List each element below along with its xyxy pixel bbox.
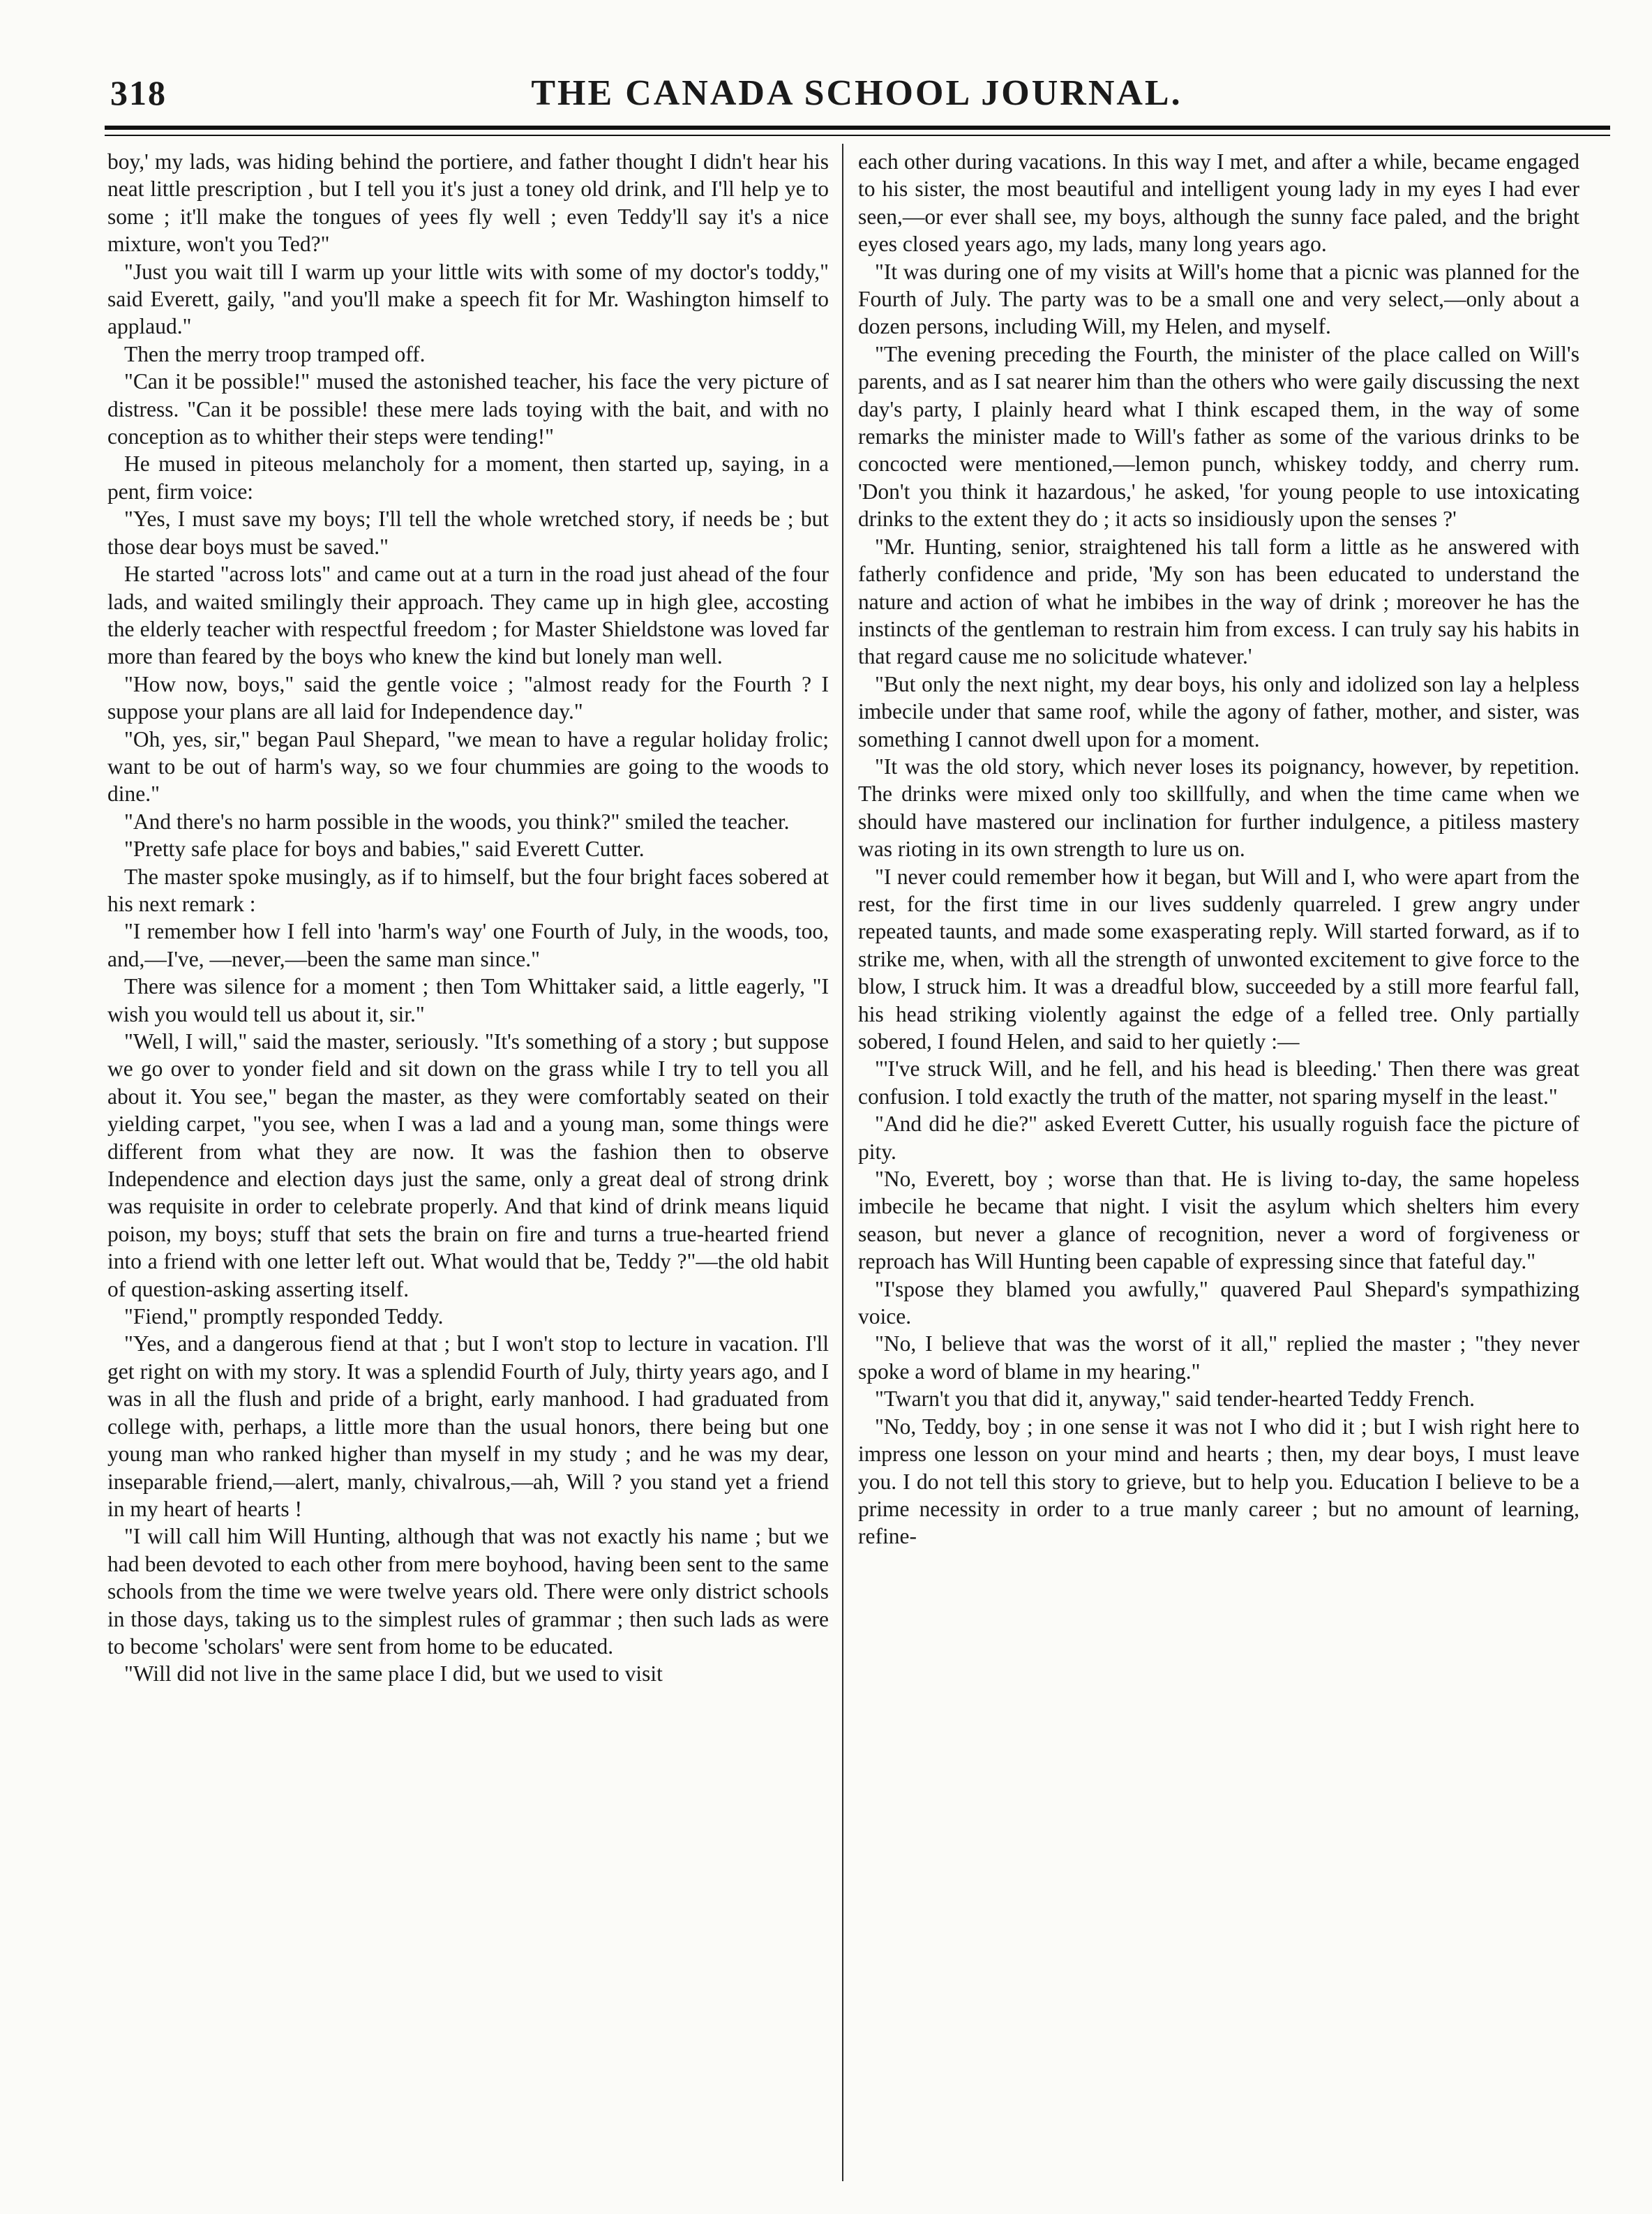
paragraph: "Fiend," promptly responded Teddy.	[124, 1304, 444, 1329]
paragraph: He started "across lots" and came out at a turn in the road just ahead of the four lads, and waited smilingly their approach. They came up in high glee, accosting the elderly teacher with respectful freedom ; for Master Shieldstone was loved far more than feared by the boys who knew the kind but lonely man well.	[107, 562, 829, 669]
paragraph: boy,' my lads, was hiding behind the portiere, and father thought I didn't hear his neat little prescription , but I tell you it's just a toney old drink, and I'll help ye to some ; it'll make the tongues of yees fly well ; even Teddy'll say it's a nice mixture, won't you Ted?"	[107, 149, 829, 257]
paragraph: each other during vacations. In this way I met, and after a while, became engaged to his sister, the most beautiful and intelligent young lady in my eyes I had ever seen,—or ever shall see, my boys, although the sunny face paled, and the bright eyes closed years ago, my lads, many long years ago.	[858, 149, 1579, 257]
paragraph: "Twarn't you that did it, anyway," said tender-hearted Teddy French.	[875, 1386, 1475, 1412]
paragraph: "No, I believe that was the worst of it all," replied the master ; "they never spoke a word of blame in my hearing."	[858, 1331, 1579, 1384]
paragraph: "How now, boys," said the gentle voice ; "almost ready for the Fourth ? I suppose your plans are all laid for Independence day."	[107, 671, 829, 724]
paragraph: "Can it be possible!" mused the astonished teacher, his face the very picture of distress. "Can it be possible! these mere lads toying with the bait, and with no conception as to whither their steps were tending!"	[107, 369, 829, 449]
page-header	[110, 67, 1603, 123]
paragraph: "I remember how I fell into 'harm's way' one Fourth of July, in the woods, too, and,—I've, —never,—been the same man since."	[107, 919, 829, 971]
left-column	[107, 148, 829, 2171]
header-rule-thin	[105, 135, 1610, 136]
paragraph: "Mr. Hunting, senior, straightened his tall form a little as he answered with fatherly confidence and pride, 'My son has been educated to understand the nature and action of what he imbibes in the way of drink ; moreover he has the instincts of the gentleman to restrain him from excess. I can truly say his habits in that regard cause me no solicitude whatever.'	[858, 534, 1579, 669]
paragraph: "I will call him Will Hunting, although that was not exactly his name ; but we had been devoted to each other from mere boyhood, having been sent to the same schools from the time we were twelve years old. There were only district schools in those days, taking us to the simplest rules of grammar ; then such lads as were to become 'scholars' were sent from home to be educated.	[107, 1524, 829, 1659]
page-number: 318	[110, 73, 167, 112]
paragraph: "It was during one of my visits at Will's home that a picnic was planned for the Fourth of July. The party was to be a small one and very select,—only about a dozen persons, including Will, my Helen, and myself.	[858, 259, 1579, 339]
paragraph: "'I've struck Will, and he fell, and his head is bleeding.' Then there was great confusion. I told exactly the truth of the matter, not sparing myself in the least."	[858, 1056, 1579, 1109]
paragraph: Then the merry troop tramped off.	[124, 341, 426, 366]
paragraph: "Yes, and a dangerous fiend at that ; but I won't stop to lecture in vacation. I'll get right on with my story. It was a splendid Fourth of July, thirty years ago, and I was in all the flush and pride of a bright, early manhood. I had graduated from college with, perhaps, a little more than the usual honors, there being but one young man who ranked higher than myself in my study ; and he was my dear, inseparable friend,—alert, manly, chivalrous,—ah, Will ? you stand yet a friend in my heart of hearts !	[107, 1331, 829, 1521]
paragraph: "And did he die?" asked Everett Cutter, his usually roguish face the picture of pity.	[858, 1112, 1579, 1164]
paragraph: "Well, I will," said the master, seriously. "It's something of a story ; but suppose we go over to yonder field and sit down on the grass while I try to tell you all about it. You see," began the master, as they were comfortably seated on their yielding carpet, "you see, when I was a lad and a young man, some things were different from what they are now. It was the fashion then to observe Independence and election days just the same, only a great deal of strong drink was requisite in order to celebrate properly. And that kind of drink means liquid poison, my boys; stuff that sets the brain on fire and turns a true-hearted friend into a friend with one letter left out. What would that be, Teddy ?"—the old habit of question-asking asserting itself.	[107, 1029, 829, 1301]
journal-title: THE CANADA SCHOOL JOURNAL.	[531, 73, 1182, 113]
paragraph: "Just you wait till I warm up your little wits with some of my doctor's toddy," said Everett, gaily, "and you'll make a speech fit for Mr. Washington himself to applaud."	[107, 259, 829, 339]
paragraph: There was silence for a moment ; then Tom Whittaker said, a little eagerly, "I wish you would tell us about it, sir."	[107, 974, 829, 1026]
paragraph: "Yes, I must save my boys; I'll tell the whole wretched story, if needs be ; but those dear boys must be saved."	[107, 507, 829, 559]
header-rule-thick	[105, 126, 1610, 130]
paragraph: "It was the old story, which never loses its poignancy, however, by repetition. The drinks were mixed only too skillfully, and when the time came when we should have mastered our inclination for further indulgence, a pitiless mastery was rioting in its own strength to lure us on.	[858, 754, 1579, 862]
paragraph: "Will did not live in the same place I did, but we used to visit	[124, 1661, 663, 1686]
paragraph: "Oh, yes, sir," began Paul Shepard, "we mean to have a regular holiday frolic; want to be out of harm's way, so we four chummies are going to the woods to dine."	[107, 726, 829, 807]
paragraph: "And there's no harm possible in the woods, you think?" smiled the teacher.	[124, 809, 790, 834]
paragraph: "The evening preceding the Fourth, the minister of the place called on Will's parents, and as I sat nearer him than the others who were gaily discussing the next day's party, I plainly heard what I think escaped them, in the way of some remarks the minister made to Will's father as some of the various drinks to be concocted were mentioned,—lemon punch, whiskey toddy, and cherry rum. 'Don't you think it hazardous,' he asked, 'for young people to use intoxicating drinks to the extent they do ; it acts so insidiously upon the senses ?'	[858, 341, 1579, 532]
paragraph: "Pretty safe place for boys and babies," said Everett Cutter.	[124, 837, 645, 862]
column-divider	[842, 144, 843, 2181]
paragraph: "No, Teddy, boy ; in one sense it was not I who did it ; but I wish right here to impress one lesson on your mind and hearts ; then, my dear boys, I must leave you. I do not tell this story to grieve, but to help you. Education I believe to be a prime necessity in order to a true manly career ; but no amount of learning, refine-	[858, 1414, 1579, 1549]
paragraph: "No, Everett, boy ; worse than that. He is living to-day, the same hopeless imbecile he became that night. I visit the asylum which shelters him every season, but never a glance of recognition, never a word of forgiveness or reproach has Will Hunting been capable of expressing since that fateful day."	[858, 1167, 1579, 1274]
paragraph: The master spoke musingly, as if to himself, but the four bright faces sobered at his next remark :	[107, 864, 829, 916]
paragraph: "I never could remember how it began, but Will and I, who were apart from the rest, for the first time in our lives suddenly quarreled. I grew angry under repeated taunts, and made some exasperating reply. Will started forward, as if to strike me, when, with all the strength of unwonted excitement to give force to the blow, I struck him. It was a dreadful blow, succeeded by a still more fearful fall, his head striking violently against the edge of a felled tree. Only partially sobered, I found Helen, and said to her quietly :—	[858, 864, 1579, 1054]
paragraph: "But only the next night, my dear boys, his only and idolized son lay a helpless imbecile under that same roof, while the agony of father, mother, and sister, was something I cannot dwell upon for a moment.	[858, 671, 1579, 751]
paragraph: "I'spose they blamed you awfully," quavered Paul Shepard's sympathizing voice.	[858, 1276, 1579, 1329]
right-column	[858, 148, 1579, 2171]
paragraph: He mused in piteous melancholy for a moment, then started up, saying, in a pent, firm voice:	[107, 451, 829, 504]
